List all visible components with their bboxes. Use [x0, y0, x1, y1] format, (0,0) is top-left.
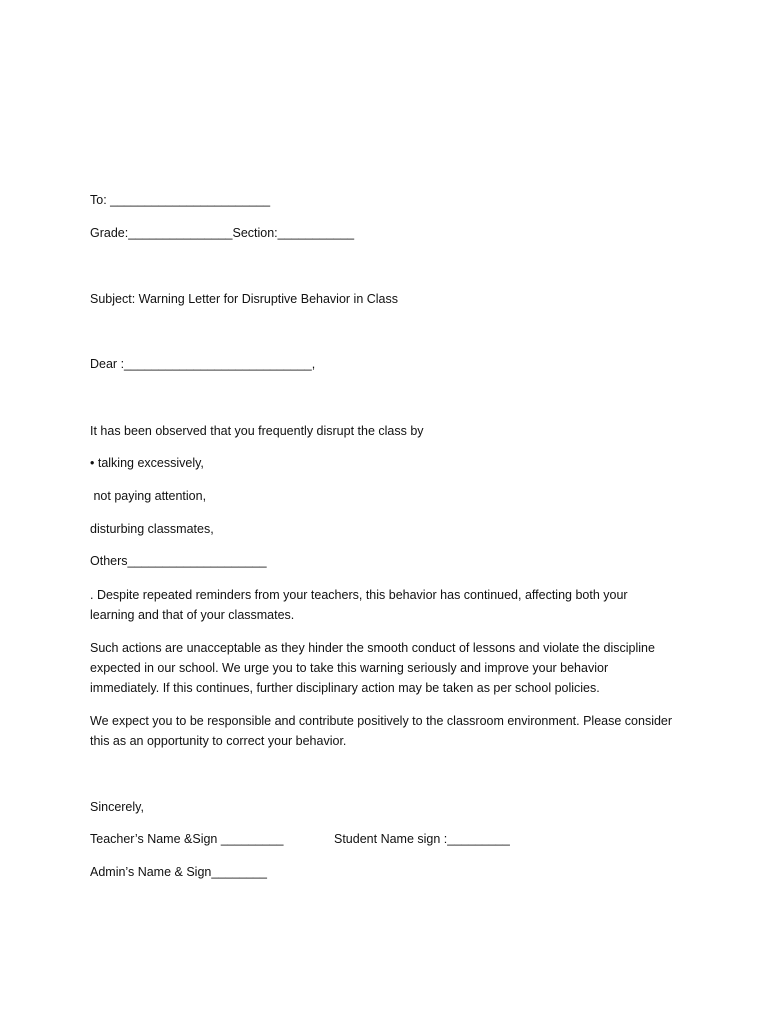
student-signature-line: Student Name sign :_________ — [334, 832, 510, 846]
grade-section-line: Grade:_______________Section:___________ — [90, 226, 355, 240]
body-paragraph: . Despite repeated reminders from your teachers, this behavior has continued, affecting both your learning and that of your classmates. — [90, 588, 628, 622]
closing: Sincerely, — [90, 800, 144, 814]
behavior-item: • talking excessively, — [90, 456, 204, 470]
to-line: To: _______________________ — [90, 193, 271, 207]
body-paragraph: Such actions are unacceptable as they hinder the smooth conduct of lessons and violate the discipline expected in our school. We urge you to take this warning seriously and improve your behavior immediately. If this continues, further disciplinary action may be taken as per school policies. — [90, 641, 655, 695]
teacher-signature-line: Teacher’s Name &Sign _________ — [90, 832, 284, 846]
admin-signature-line: Admin’s Name & Sign________ — [90, 865, 267, 879]
salutation: Dear :___________________________, — [90, 357, 316, 371]
behavior-item: disturbing classmates, — [90, 522, 214, 536]
intro-line: It has been observed that you frequently disrupt the class by — [90, 424, 424, 438]
behavior-item: not paying attention, — [90, 489, 207, 503]
behavior-item: Others____________________ — [90, 554, 267, 568]
body-paragraph: We expect you to be responsible and contribute positively to the classroom environment. Please consider this as an opportunity to correct your behavior. — [90, 714, 673, 748]
subject-line: Subject: Warning Letter for Disruptive Behavior in Class — [90, 292, 399, 306]
